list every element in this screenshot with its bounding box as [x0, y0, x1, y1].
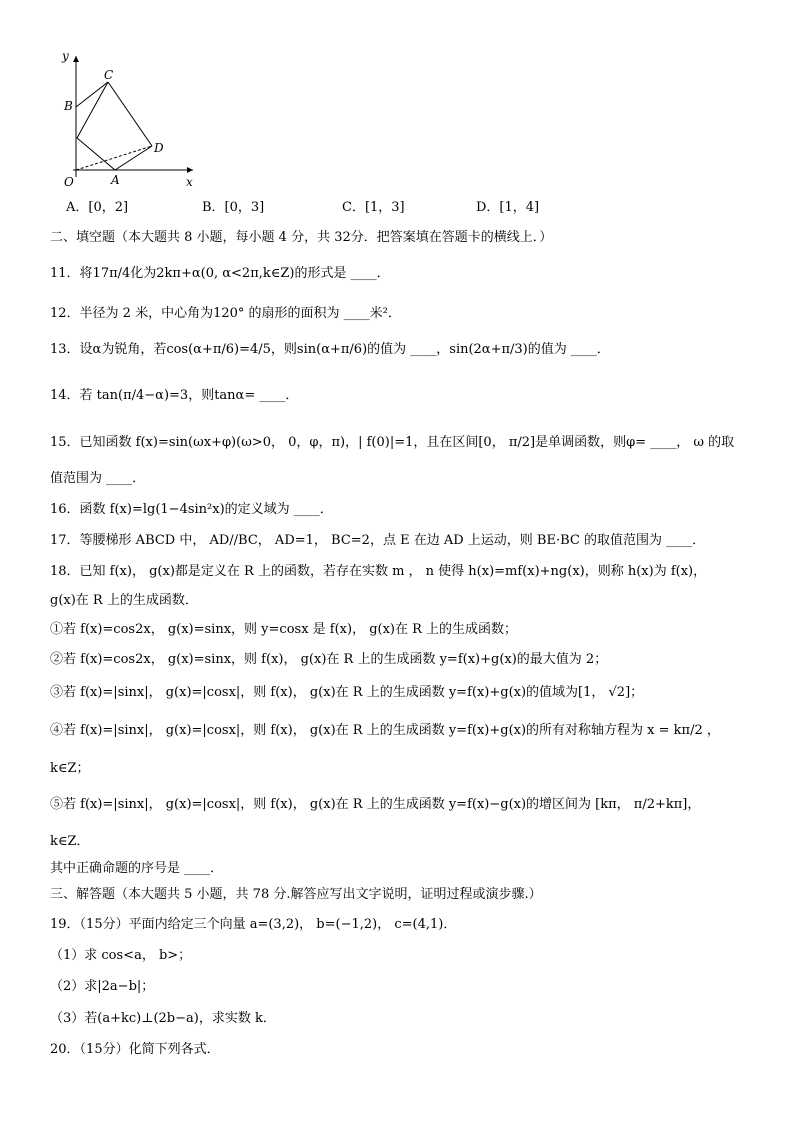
option-a: A．[0，2] [66, 200, 129, 215]
label-x: x [186, 175, 193, 189]
question-15-line-1: 15．已知函数 f(x)=sin(ωx+φ)(ω>0， 0，φ，π)，| f(0)|=1，且在区间[0， π/2]是单调函数，则φ= ____， ω 的取 [50, 435, 735, 450]
label-D: D [154, 141, 164, 155]
segment-CA-left [77, 82, 108, 138]
question-18-line-1: 18．已知 f(x)， g(x)都是定义在 R 上的函数，若存在实数 m ， n 使得 h(x)=mf(x)+ng(x)，则称 h(x)为 f(x)， [50, 564, 707, 579]
question-11: 11．将17π/4化为2kπ+α(0, α<2π,k∈Z)的形式是 ____． [50, 266, 390, 281]
question-15-line-2: 值范围为 ____． [50, 471, 146, 486]
statement-4-line-2: k∈Z； [50, 761, 90, 776]
segment-BC [76, 82, 108, 107]
geometry-figure [48, 42, 208, 192]
section-2-header: 二、填空题（本大题共 8 小题，每小题 4 分，共 32分．把答案填在答题卡的横线上．） [50, 230, 553, 245]
segment-DA [115, 146, 152, 170]
question-18-answer-prompt: 其中正确命题的序号是 ____． [50, 861, 224, 876]
question-19: 19．（15分）平面内给定三个向量 a=(3,2)， b=(−1,2)， c=(4,1)． [50, 917, 457, 932]
label-A: A [111, 173, 120, 187]
segment-BA [77, 138, 115, 170]
question-20: 20．（15分）化简下列各式． [50, 1042, 220, 1057]
question-13: 13．设α为锐角，若cos(α+π/6)=4/5，则sin(α+π/6)的值为 ____，sin(2α+π/3)的值为 ____． [50, 342, 610, 357]
label-B: B [64, 99, 73, 113]
statement-5-line-1: ⑤若 f(x)=|sinx|， g(x)=|cosx|，则 f(x)， g(x)在 R 上的生成函数 y=f(x)−g(x)的增区间为 [kπ， π/2+kπ]， [50, 797, 701, 812]
label-O: O [64, 175, 74, 189]
segment-OD-dashed [76, 146, 152, 170]
statement-4-line-1: ④若 f(x)=|sinx|， g(x)=|cosx|，则 f(x)， g(x)在 R 上的生成函数 y=f(x)+g(x)的所有对称轴方程为 x = kπ/2 ， [50, 723, 720, 738]
question-19-part-1: （1）求 cos<a， b>； [50, 948, 192, 963]
section-3-header: 三、解答题（本大题共 5 小题，共 78 分.解答应写出文字说明，证明过程或演步骤.） [50, 887, 542, 902]
statement-3: ③若 f(x)=|sinx|， g(x)=|cosx|，则 f(x)， g(x)在 R 上的生成函数 y=f(x)+g(x)的值域为[1， √2]； [50, 685, 644, 700]
option-c: C．[1，3] [342, 200, 405, 215]
option-b: B．[0，3] [202, 200, 265, 215]
x-axis-arrow [187, 167, 193, 173]
question-19-part-3: （3）若(a+kc)⊥(2b−a)，求实数 k． [50, 1011, 276, 1026]
question-16: 16．函数 f(x)=lg(1−4sin²x)的定义域为 ____． [50, 502, 333, 517]
question-19-part-2: （2）求|2a−b|； [50, 979, 155, 994]
statement-1: ①若 f(x)=cos2x， g(x)=sinx，则 y=cosx 是 f(x)， g(x)在 R 上的生成函数； [50, 622, 518, 637]
statement-5-line-2: k∈Z． [50, 834, 90, 849]
option-d: D．[1，4] [476, 200, 540, 215]
question-12: 12．半径为 2 米，中心角为120° 的扇形的面积为 ____米²． [50, 306, 401, 321]
question-17: 17．等腰梯形 ABCD 中， AD//BC， AD=1， BC=2，点 E 在边 AD 上运动，则 BE·BC 的取值范围为 ____． [50, 533, 706, 548]
question-18-line-2: g(x)在 R 上的生成函数． [50, 593, 198, 608]
question-14: 14．若 tan(π/4−α)=3，则tanα= ____． [50, 388, 299, 403]
statement-2: ②若 f(x)=cos2x， g(x)=sinx，则 f(x)， g(x)在 R 上的生成函数 y=f(x)+g(x)的最大值为 2； [50, 652, 608, 667]
label-y: y [62, 49, 69, 63]
label-C: C [104, 68, 114, 82]
y-axis-arrow [73, 56, 79, 62]
figure-svg [48, 42, 208, 192]
segment-CD [108, 82, 152, 146]
